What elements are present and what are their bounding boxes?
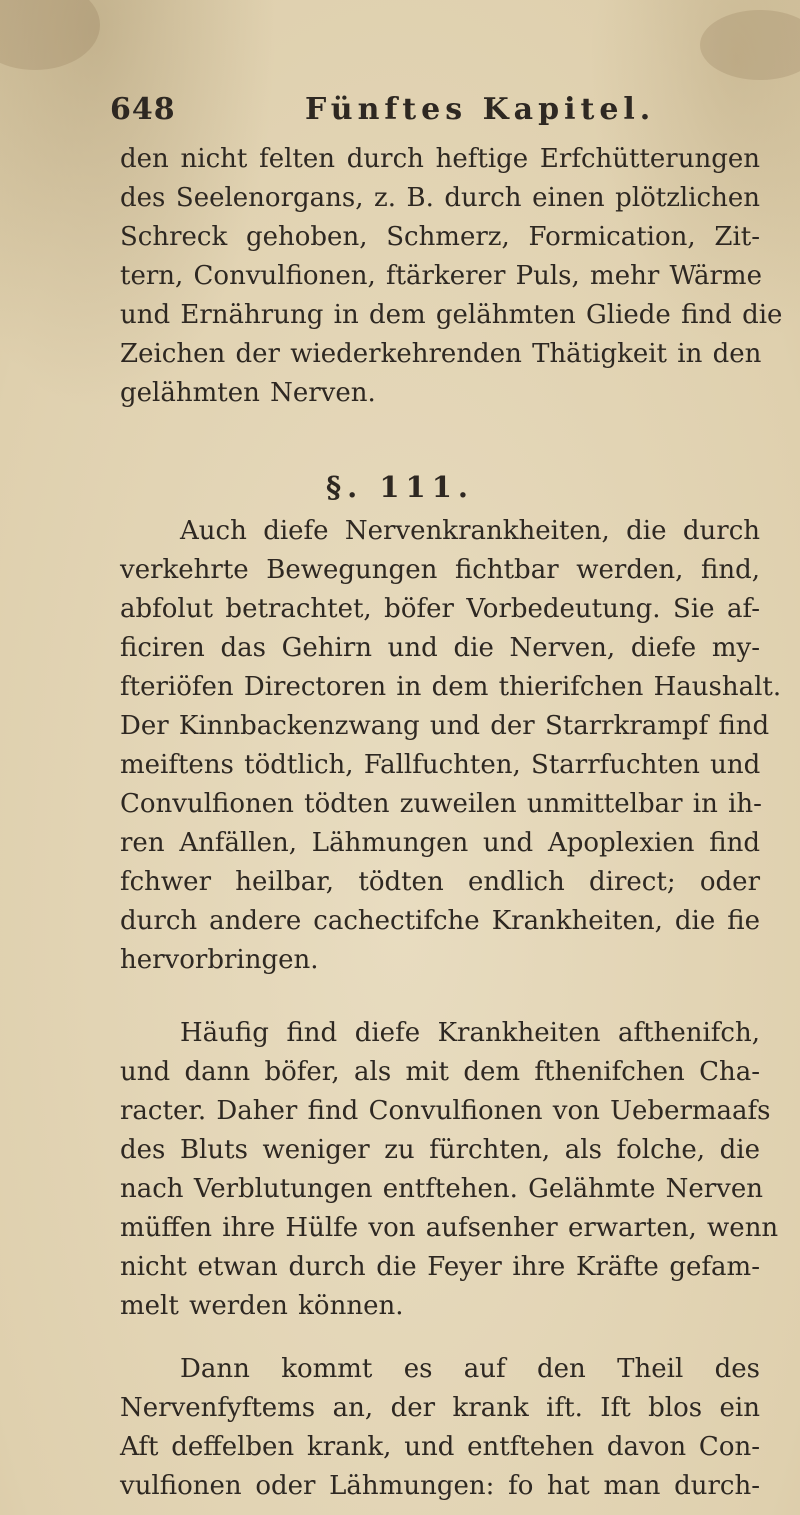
text-line: abfolut betrachtet, böfer Vorbedeutung. Sie af- xyxy=(120,594,760,624)
text-line: ren Anfällen, Lähmungen und Apoplexien find xyxy=(120,828,760,858)
text-line: nicht etwan durch die Feyer ihre Kräfte gefam- xyxy=(120,1252,760,1282)
page-header xyxy=(110,92,730,142)
text-line: Dann kommt es auf den Theil des xyxy=(180,1354,760,1384)
text-line: den nicht felten durch heftige Erfchütterungen xyxy=(120,144,760,174)
paper-stain xyxy=(0,0,100,70)
text-line: Convulfionen tödten zuweilen unmittelbar in ih- xyxy=(120,789,762,819)
text-line: hervorbringen. xyxy=(120,945,319,975)
text-line: Auch diefe Nervenkrankheiten, die durch xyxy=(180,516,760,546)
running-title: Fünftes Kapitel. xyxy=(305,92,656,127)
paragraph-2 xyxy=(120,512,782,980)
text-line: und Ernährung in dem gelähmten Gliede find die xyxy=(120,300,783,330)
text-line: ficiren das Gehirn und die Nerven, diefe my- xyxy=(120,633,760,663)
text-line: Aft deffelben krank, und entftehen davon Con- xyxy=(120,1432,760,1462)
text-line: Schreck gehoben, Schmerz, Formication, Zit- xyxy=(120,222,760,252)
text-line: meiftens tödtlich, Fallfuchten, Starrfuchten und xyxy=(120,750,761,780)
text-line: des Bluts weniger zu fürchten, als folche, die xyxy=(120,1135,760,1165)
text-line: verkehrte Bewegungen fichtbar werden, find, xyxy=(120,555,760,585)
section-heading: §. 111. xyxy=(326,470,474,504)
paragraph-1 xyxy=(120,140,783,413)
text-line: durch andere cachectifche Krankheiten, die fie xyxy=(120,906,760,936)
text-line: tern, Convulfionen, ftärkerer Puls, mehr Wärme xyxy=(120,261,762,291)
paragraph-3 xyxy=(120,1014,779,1326)
text-line: Nervenfyftems an, der krank ift. Ift blos ein xyxy=(120,1393,760,1423)
text-line: des Seelenorgans, z. B. durch einen plötzlichen xyxy=(120,183,760,213)
text-line: nach Verblutungen entftehen. Gelähmte Nerven xyxy=(120,1174,764,1204)
text-line: racter. Daher find Convulfionen von Uebermaafs xyxy=(120,1096,771,1126)
text-line: vulfionen oder Lähmungen: fo hat man durch- xyxy=(120,1471,760,1501)
text-line: und dann böfer, als mit dem fthenifchen Cha- xyxy=(120,1057,760,1087)
page-number: 648 xyxy=(110,92,176,127)
paper-stain xyxy=(700,10,800,80)
text-line: fteriöfen Directoren in dem thierifchen Haushalt. xyxy=(120,672,782,702)
text-line: Häufig find diefe Krankheiten afthenifch, xyxy=(180,1018,760,1048)
text-line: müffen ihre Hülfe von aufsenher erwarten, wenn xyxy=(120,1213,779,1243)
paragraph-4 xyxy=(120,1350,760,1506)
text-line: Zeichen der wiederkehrenden Thätigkeit in den xyxy=(120,339,762,369)
text-line: gelähmten Nerven. xyxy=(120,378,376,408)
text-line: melt werden können. xyxy=(120,1291,404,1321)
text-line: fchwer heilbar, tödten endlich direct; oder xyxy=(120,867,760,897)
text-line: Der Kinnbackenzwang und der Starrkrampf find xyxy=(120,711,770,741)
